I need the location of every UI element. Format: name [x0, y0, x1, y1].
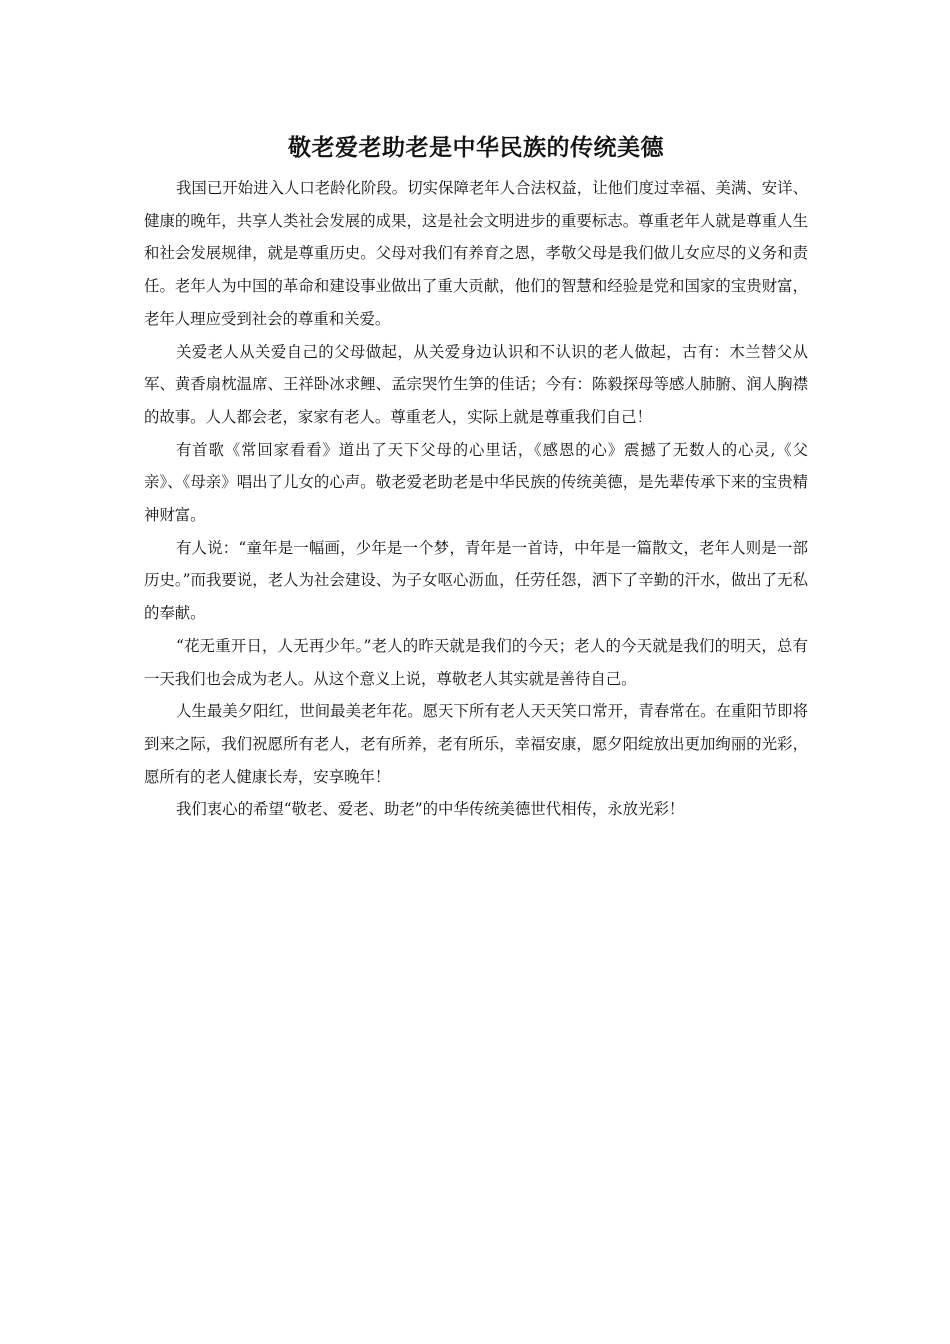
paragraph: “花无重开日，人无再少年。”老人的昨天就是我们的今天；老人的今天就是我们的明天，总有一天我们也会成为老人。从这个意义上说，尊敬老人其实就是善待自己。: [144, 636, 808, 688]
paragraph: 有首歌《常回家看看》道出了天下父母的心里话，《感恩的心》震撼了无数人的心灵,《父亲》、《母亲》唱出了儿女的心声。敬老爱老助老是中华民族的传统美德，是先辈传承下来的宝贵精神财富。: [144, 440, 808, 525]
paragraph: 我们衷心的希望“敬老、爱老、助老”的中华传统美德世代相传，永放光彩！: [176, 800, 685, 819]
paragraph: 人生最美夕阳红，世间最美老年花。愿天下所有老人天天笑口常开，青春常在。在重阳节即将到来之际，我们祝愿所有老人，老有所养，老有所乐，幸福安康，愿夕阳绽放出更加绚丽的光彩，愿所有的老人健康长寿，安享晚年！: [144, 702, 808, 786]
paragraph: 有人说：“童年是一幅画，少年是一个梦，青年是一首诗，中年是一篇散文，老年人则是一部历史。”而我要说，老人为社会建设、为子女呕心沥血，任劳任怨，洒下了辛勤的汗水，做出了无私的奉献。: [144, 538, 808, 623]
paragraph: 关爱老人从关爱自己的父母做起，从关爱身边认识和不认识的老人做起，古有：木兰替父从军、黄香扇枕温席、王祥卧冰求鲤、孟宗哭竹生笋的佳话；今有：陈毅探母等感人肺腑、润人胸襟的故事。人人都会老，家家有老人。尊重老人，实际上就是尊重我们自己！: [144, 342, 808, 426]
paragraph: 我国已开始进入人口老龄化阶段。切实保障老年人合法权益，让他们度过幸福、美满、安详、健康的晚年，共享人类社会发展的成果，这是社会文明进步的重要标志。尊重老年人就是尊重人生和社会发展规律，就是尊重历史。父母对我们有养育之恩，孝敬父母是我们做儿女应尽的义务和责任。老年人为中国的革命和建设事业做出了重大贡献，他们的智慧和经验是党和国家的宝贵财富，老年人理应受到社会的尊重和关爱。: [144, 179, 808, 328]
document-title: 敬老爱老助老是中华民族的传统美德: [288, 135, 664, 161]
document-page: [144, 128, 808, 826]
